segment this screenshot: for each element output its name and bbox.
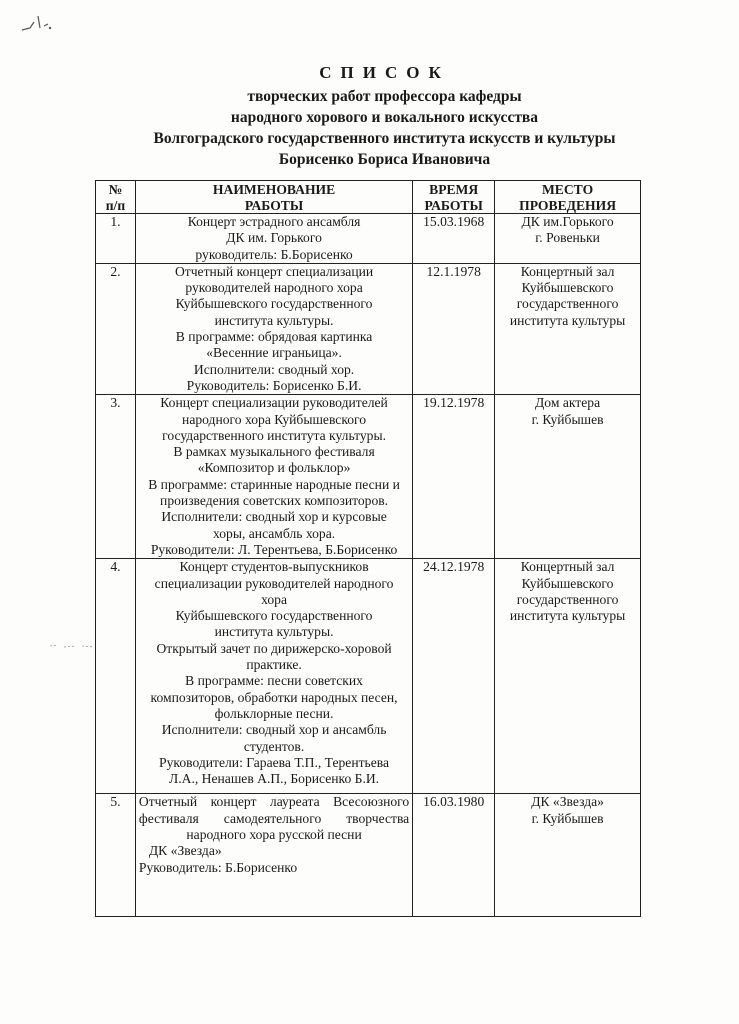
row-number: 3. <box>96 395 136 559</box>
subtitle-line-2: народного хорового и вокального искусства <box>230 109 539 126</box>
subtitle-line-4: Борисенко Бориса Ивановича <box>278 151 491 168</box>
work-place: ДК им.Горького г. Ровеньки <box>495 214 641 264</box>
work-name: Отчетный концерт специализации руководителей народного хора Куйбышевского государственного института культуры. В программе: обрядовая картинка «Весенние играньица». Исполнители: сводный хор. Руководитель: Борисенко Б.И. <box>135 263 412 394</box>
header-name: НАИМЕНОВАНИЕ РАБОТЫ <box>135 181 412 214</box>
document-title: СПИСОК <box>319 63 450 82</box>
table-row <box>96 395 641 559</box>
scan-artifact-mark <box>18 8 58 38</box>
work-place: Дом актера г. Куйбышев <box>495 395 641 559</box>
document-header <box>0 62 739 170</box>
row-number: 1. <box>96 214 136 264</box>
header-date: ВРЕМЯ РАБОТЫ <box>413 181 495 214</box>
subtitle-line-1: творческих работ профессора кафедры <box>247 88 522 105</box>
table-row <box>96 794 641 916</box>
work-date: 15.03.1968 <box>413 214 495 264</box>
work-name: Отчетный концерт лауреата Всесоюзного фестиваля самодеятельного творчества народного хора русской песни ДК «Звезда» Руководитель: Б.Борисенко <box>135 794 412 916</box>
work-date: 16.03.1980 <box>413 794 495 916</box>
header-num: № п/п <box>96 181 136 214</box>
work-date: 12.1.1978 <box>413 263 495 394</box>
row-spacer <box>139 787 409 793</box>
row-number: 5. <box>96 794 136 916</box>
table-header-row <box>96 181 641 214</box>
table-row <box>96 214 641 264</box>
work-name: Концерт эстрадного ансамбля ДК им. Горького руководитель: Б.Борисенко <box>135 214 412 264</box>
subtitle-line-3: Волгоградского государственного института искусств и культуры <box>153 130 616 147</box>
work-place: ДК «Звезда» г. Куйбышев <box>495 794 641 916</box>
work-name: Концерт студентов-выпускников специализации руководителей народного хора Куйбышевского государственного института культуры. Открытый зачет по дирижерско-хоровой практике. В программе: песни советских композиторов, обработки народных песен, фольклорные песни. Исполнители: сводный хор и ансамбль студентов. Руководители: Гараева Т.П., Терентьева Л.А., Ненашев А.П., Борисенко Б.И. <box>135 559 412 794</box>
row-number: 2. <box>96 263 136 394</box>
table-row <box>96 263 641 394</box>
work-place: Концертный зал Куйбышевского государственного института культуры <box>495 263 641 394</box>
table-row <box>96 559 641 794</box>
header-place: МЕСТО ПРОВЕДЕНИЯ <box>495 181 641 214</box>
work-date: 19.12.1978 <box>413 395 495 559</box>
work-place: Концертный зал Куйбышевского государственного института культуры <box>495 559 641 794</box>
work-name: Концерт специализации руководителей народного хора Куйбышевского государственного института культуры. В рамках музыкального фестиваля «Композитор и фольклор» В программе: старинные народные песни и произведения советских композиторов. Исполнители: сводный хор и курсовые хоры, ансамбль хора. Руководители: Л. Терентьева, Б.Борисенко <box>135 395 412 559</box>
works-table <box>95 180 641 917</box>
row-number: 4. <box>96 559 136 794</box>
work-date: 24.12.1978 <box>413 559 495 794</box>
